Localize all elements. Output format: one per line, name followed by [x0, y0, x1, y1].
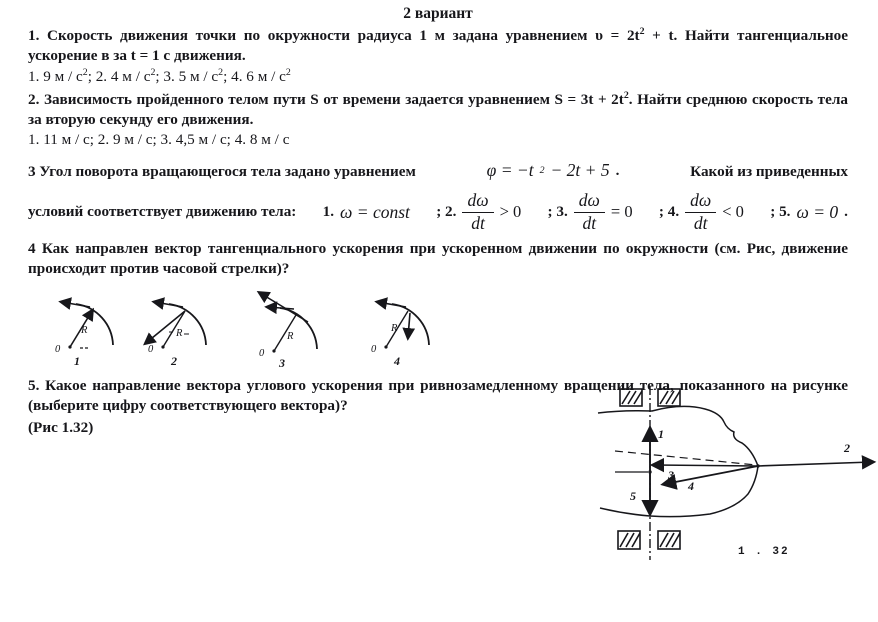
q3-option-4-label: ; 4.: [658, 203, 680, 221]
q4-figure-2: [143, 281, 248, 369]
q3-text-2: Какой из приведенных: [690, 163, 848, 181]
q4-figure-4: [366, 281, 471, 369]
q3-option-5-label: ; 5.: [770, 203, 791, 221]
q3-option-4: [659, 191, 744, 233]
question-5-figure-reference: (Рис 1.32): [28, 419, 94, 437]
q3-text-1: 3 Угол поворота вращающегося тела задано уравнением: [28, 163, 416, 181]
question-1-answers: [28, 67, 848, 87]
question-2-text: [28, 90, 848, 130]
question-2-answers: 1. 11 м / с; 2. 9 м / с; 3. 4,5 м / с; 4. 8 м / с: [28, 131, 290, 149]
q1-answer-3-sup: 2: [218, 66, 224, 78]
body-outline-bottom: [600, 466, 758, 517]
vector-4-down-left: [665, 466, 758, 484]
q2-superscript: 2: [623, 89, 629, 101]
origin-label: 0: [55, 343, 61, 355]
q3-option-1: [323, 202, 410, 223]
origin-label: 0: [259, 347, 265, 359]
figure-number: 2: [171, 353, 177, 368]
horizontal-arrow: [268, 307, 294, 309]
vector-1-label: 1: [658, 427, 664, 441]
q3-option-5: [770, 202, 848, 223]
page-title: 2 вариант: [403, 5, 473, 22]
vector-4-label: 4: [688, 479, 694, 493]
vertex-point: [756, 464, 759, 467]
q3-option-3-relation: = 0: [610, 202, 633, 222]
radius-label: R: [81, 324, 88, 336]
radius-label: R: [287, 330, 294, 342]
q3-formula-period: .: [615, 161, 620, 179]
question-3-options: [28, 191, 848, 233]
tangent-arrow: [155, 302, 183, 307]
fraction-domega-dt: [574, 191, 605, 233]
figure-1-32: [588, 386, 878, 568]
fraction-domega-dt: [462, 191, 493, 233]
fraction-numerator: dω: [685, 191, 716, 213]
q3-option-2: [436, 191, 521, 233]
radius-label: R: [391, 322, 398, 334]
axis-junction-point: [648, 470, 651, 473]
q1-text-post: + t. Найти тангенциальное ускорение в за t = 1 с движения.: [28, 27, 848, 65]
q1-answer-4-sup: 2: [285, 66, 291, 78]
q1-answer-4: ; 4. 6 м / с: [223, 68, 286, 85]
fraction-denominator: dt: [582, 212, 597, 233]
down-vector-arrow: [408, 313, 410, 337]
fraction-denominator: dt: [693, 212, 708, 233]
vector-3-left: [654, 465, 758, 466]
q3-formula: [487, 160, 620, 181]
q3-option-1-formula: ω = const: [340, 201, 410, 222]
bottom-bearing-hatch: [618, 531, 680, 549]
q2-text-pre: 2. Зависимость пройденного телом пути S от времени задается уравнением S = 3t + 2t: [28, 90, 624, 108]
q1-superscript: 2: [639, 26, 645, 38]
vector-2-label: 2: [844, 441, 850, 455]
fraction-numerator: dω: [574, 191, 605, 213]
q3-option-3-label: ; 3.: [547, 203, 568, 221]
arc-path: [169, 304, 206, 345]
figure-number: 3: [279, 355, 285, 369]
q3-formula-post: − 2t + 5: [550, 160, 610, 181]
q1-answer-3: ; 3. 5 м / с: [155, 68, 219, 85]
q1-answer-2: ; 2. 4 м / с: [87, 68, 151, 85]
q1-answer-1: 1. 9 м / с: [28, 68, 83, 85]
q4-figure-1: [50, 281, 155, 369]
tangent-arrow: [62, 302, 90, 307]
fraction-domega-dt: [685, 191, 716, 233]
radius-label: R: [176, 327, 183, 339]
origin-point: [384, 345, 387, 348]
rotating-body-diagram: [588, 386, 878, 568]
q3-option-5-formula: ω = 0: [796, 201, 839, 222]
arc-path: [392, 304, 429, 345]
question-4-text: 4 Как направлен вектор тангенциального ускорения при ускоренном движении по окружности (см. Рис, движение происходит против часовой стрелки)?: [28, 240, 848, 277]
q3-option-3: [548, 191, 633, 233]
q3-formula-sup: 2: [539, 165, 545, 177]
tangent-arrow: [378, 302, 406, 307]
q3-formula-pre: φ = −t: [486, 160, 534, 181]
origin-label: 0: [371, 343, 377, 355]
origin-label: 0: [148, 343, 154, 355]
q3-option-2-label: ; 2.: [436, 203, 457, 221]
vector-5-label: 5: [630, 489, 636, 503]
q1-text-pre: 1. Скорость движения точки по окружности радиуса 1 м задана уравнением υ = 2t: [28, 27, 640, 45]
fraction-numerator: dω: [462, 191, 493, 213]
q1-answer-1-sup: 2: [82, 66, 88, 78]
fraction-denominator: dt: [471, 212, 485, 233]
question-5-text: 5. Какое направление вектора углового ускорения при ривнозамедленному вращении тела, показанного на рисунке (выберите цифру соответствующего вектора)?: [28, 376, 848, 414]
figure-number: 1: [74, 353, 80, 368]
center-dashed-line: [615, 451, 756, 465]
vector-3-label: 3: [668, 468, 674, 482]
q1-answer-2-sup: 2: [150, 66, 156, 78]
origin-point: [272, 349, 275, 352]
q3-option-2-relation: > 0: [499, 202, 522, 222]
q3-text-3: условий соответствует движению тела:: [28, 203, 297, 221]
question-1-text: [28, 26, 848, 66]
figure-number: 4: [394, 353, 400, 368]
question-4-figures: [28, 281, 848, 373]
q3-end-period: .: [844, 203, 848, 221]
q3-option-4-relation: < 0: [722, 202, 744, 222]
q3-option-1-label: 1.: [322, 203, 335, 221]
figure-caption: 1 . 32: [738, 546, 790, 558]
body-outline-top: [598, 406, 758, 466]
question-3-text: [28, 160, 848, 181]
vector-2-right: [758, 462, 872, 466]
origin-point: [161, 345, 164, 348]
q2-text-post: . Найти среднюю скорость тела за вторую секунду его движения.: [28, 90, 848, 128]
arc-path: [280, 308, 317, 349]
origin-point: [68, 345, 71, 348]
q4-figure-3: [254, 281, 359, 369]
